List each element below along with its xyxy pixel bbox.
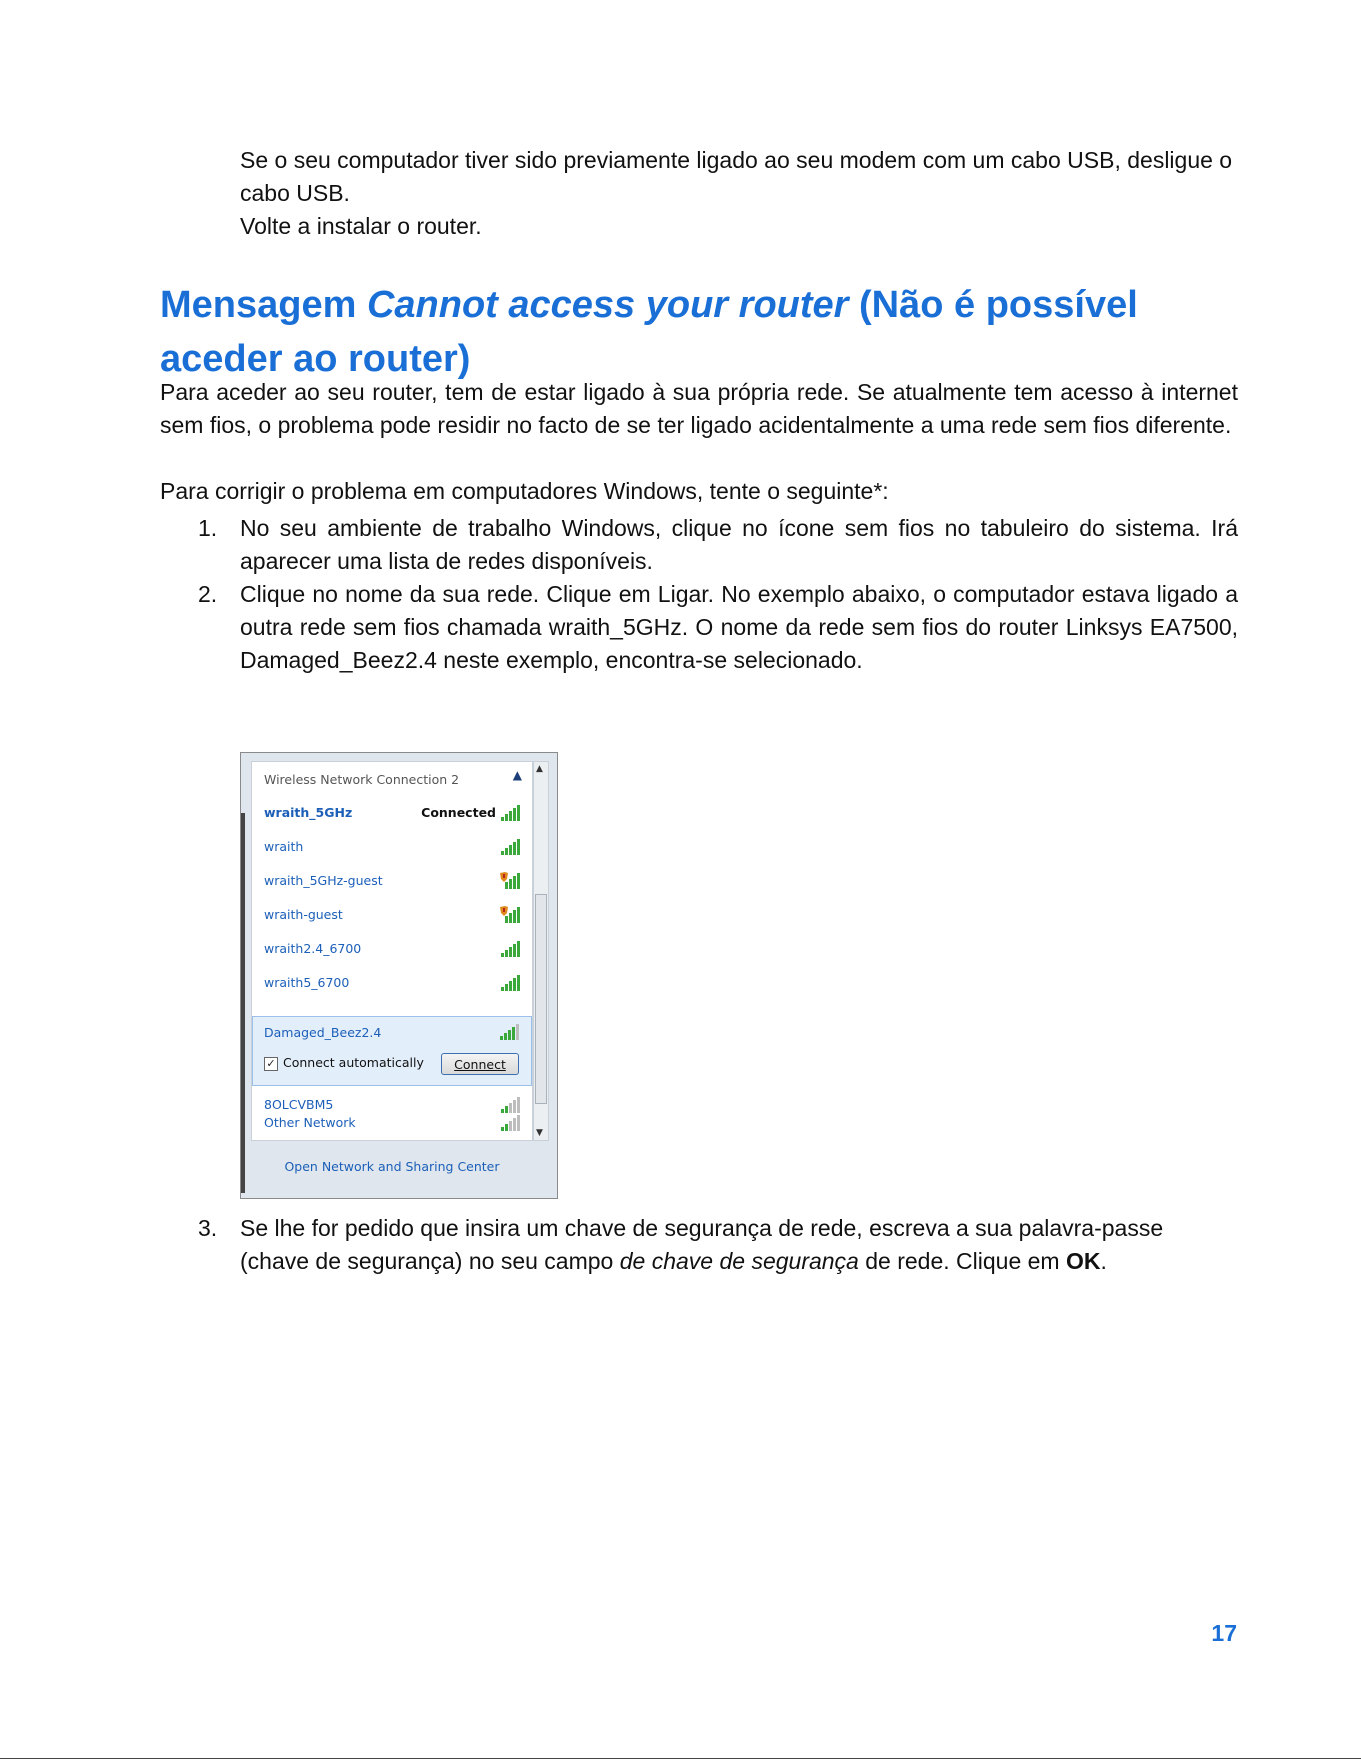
network-name: wraith-guest — [264, 907, 343, 922]
network-status: Connected — [421, 805, 496, 820]
network-item[interactable] — [252, 932, 532, 966]
signal-full-icon — [500, 804, 522, 822]
signal-full-icon — [500, 974, 522, 992]
popup-footer — [251, 1145, 533, 1191]
network-name: wraith_5GHz-guest — [264, 873, 383, 888]
signal-medium-icon — [499, 1023, 521, 1041]
section-heading — [160, 278, 1250, 386]
network-name: Other Network — [264, 1115, 356, 1130]
page-bottom-rule — [0, 1758, 1361, 1759]
step-3-text-c: . — [1100, 1248, 1107, 1274]
signal-shield-icon — [500, 872, 522, 890]
heading-italic: Cannot access your router — [366, 284, 849, 326]
step-2-number: 2. — [198, 581, 218, 607]
network-list-header — [252, 762, 532, 796]
step-3-number: 3. — [198, 1215, 218, 1241]
step-3-text — [240, 1212, 1238, 1278]
heading-prefix: Mensagem — [160, 284, 367, 326]
step-3-text-a: Se lhe for pedido que insira um chave de segurança de rede, escreva a sua palavra-passe (chave de segurança) no seu campo — [240, 1215, 1164, 1274]
connect-button[interactable]: Connect — [441, 1053, 519, 1075]
collapse-caret-icon[interactable]: ▲ — [512, 768, 522, 782]
selected-network-item[interactable] — [252, 1016, 532, 1086]
intro-reinstall-text: Volte a instalar o router. — [240, 213, 482, 239]
network-item[interactable] — [252, 898, 532, 932]
network-item[interactable] — [252, 830, 532, 864]
wireless-network-popup — [240, 752, 558, 1199]
signal-shield-icon — [500, 906, 522, 924]
network-item[interactable] — [252, 796, 532, 830]
step-1-number: 1. — [198, 515, 218, 541]
popup-left-edge — [241, 813, 245, 1193]
network-list — [251, 761, 533, 1141]
step-2-text: Clique no nome da sua rede. Clique em Ligar. No exemplo abaixo, o computador estava ligado a outra rede sem fios chamada wraith_5GHz. O nome da rede sem fios do router Linksys EA7500, Damaged_Beez2.4 neste exemplo, encontra-se selecionado. — [240, 581, 1238, 673]
step-3-text-b: de rede. Clique em — [858, 1248, 1066, 1274]
network-name: wraith2.4_6700 — [264, 941, 362, 956]
scroll-down-arrow-icon[interactable]: ▼ — [536, 1128, 543, 1138]
network-name: wraith — [264, 839, 304, 854]
signal-weak-icon — [500, 1114, 522, 1132]
connection-header: Wireless Network Connection 2 — [264, 772, 460, 787]
paragraph-access: Para aceder ao seu router, tem de estar ligado à sua própria rede. Se atualmente tem acesso à internet sem fios, o problema pode residir no facto de se ter ligado acidentalmente a uma rede sem fios diferente. — [160, 379, 1238, 438]
scroll-up-arrow-icon[interactable]: ▲ — [536, 764, 543, 774]
signal-full-icon — [500, 940, 522, 958]
network-item[interactable] — [252, 1106, 532, 1140]
step-1-text: No seu ambiente de trabalho Windows, clique no ícone sem fios no tabuleiro do sistema. Irá aparecer uma lista de redes disponíveis. — [240, 515, 1238, 574]
paragraph-windows: Para corrigir o problema em computadores Windows, tente o seguinte*: — [160, 478, 889, 504]
network-item[interactable] — [252, 864, 532, 898]
network-list-scrollbar[interactable] — [533, 761, 549, 1141]
network-name: wraith5_6700 — [264, 975, 350, 990]
signal-full-icon — [500, 838, 522, 856]
connect-automatically-checkbox[interactable]: ✓ — [264, 1057, 278, 1071]
network-name: 8OLCVBM5 — [264, 1097, 334, 1112]
network-name: wraith_5GHz — [264, 805, 353, 820]
step-3-text-italic: de chave de segurança — [619, 1248, 859, 1274]
scrollbar-thumb[interactable] — [535, 894, 547, 1104]
page-number: 17 — [1211, 1620, 1237, 1646]
intro-usb-text: Se o seu computador tiver sido previamente ligado ao seu modem com um cabo USB, desligue o cabo USB. — [240, 147, 1233, 206]
network-item[interactable] — [252, 966, 532, 1000]
selected-network-name: Damaged_Beez2.4 — [264, 1025, 382, 1040]
connect-automatically-label: Connect automatically — [283, 1055, 424, 1070]
heading-suffix: (Não é possível aceder ao router) — [160, 284, 1138, 380]
open-network-sharing-center-link[interactable]: Open Network and Sharing Center — [284, 1159, 500, 1174]
step-3-text-bold: OK — [1065, 1248, 1101, 1274]
